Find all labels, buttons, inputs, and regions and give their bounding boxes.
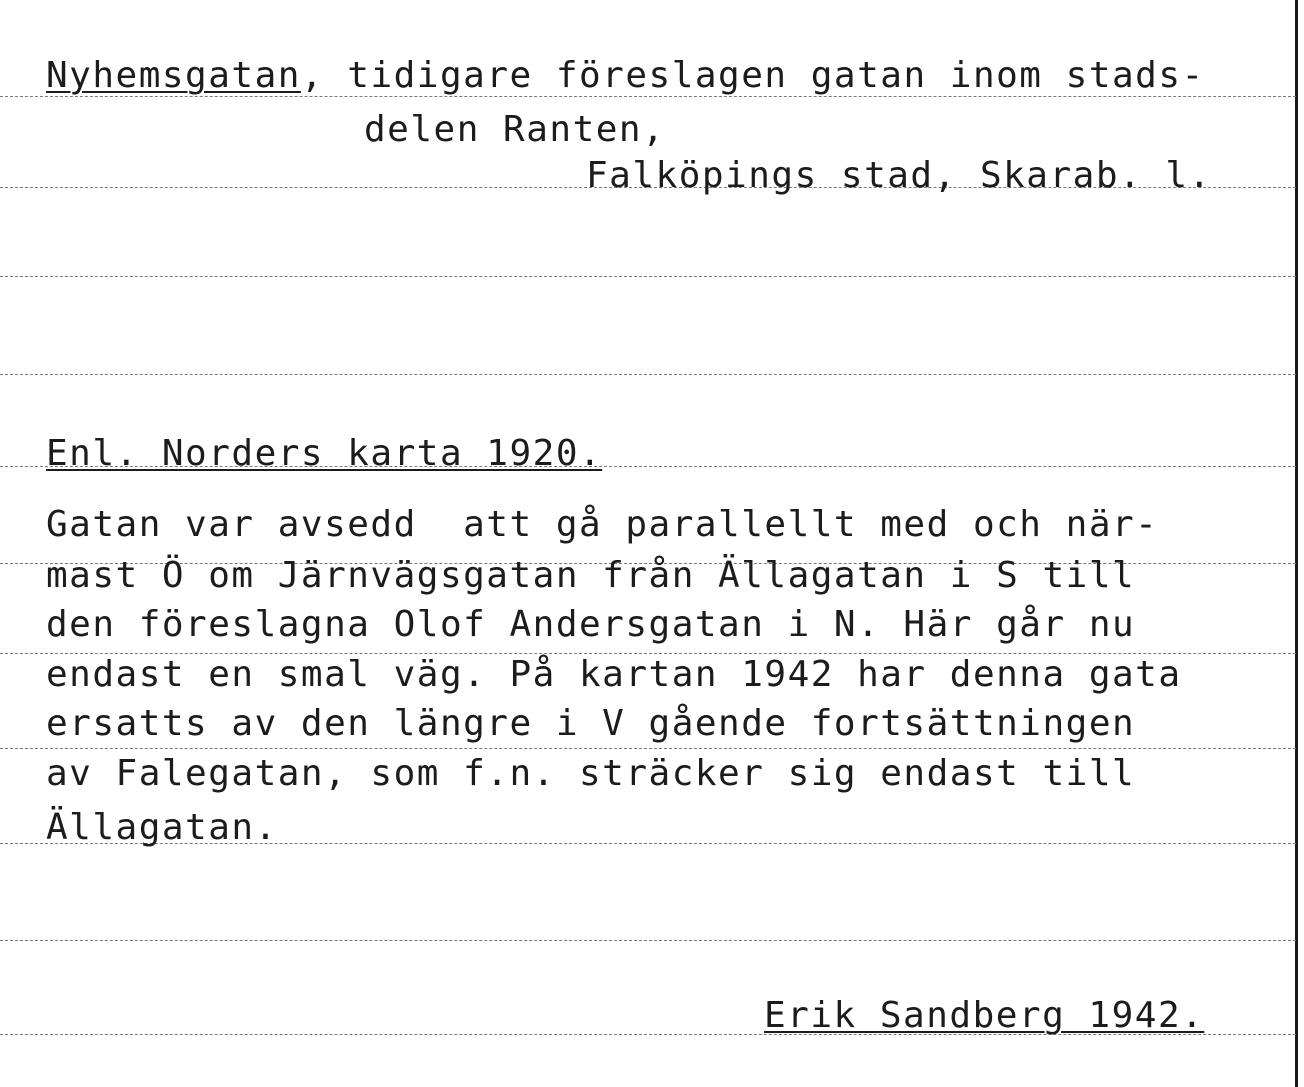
body-line: endast en smal väg. På kartan 1942 har denna gata [46, 654, 1182, 695]
body-line: mast Ö om Järnvägsgatan från Ällagatan i S till [46, 555, 1136, 596]
ruled-line [0, 374, 1296, 375]
ruled-line [0, 276, 1296, 277]
body-line: av Falegatan, som f.n. sträcker sig endast till [46, 753, 1136, 794]
card-right-border [1295, 0, 1298, 1087]
header-line-2: delen Ranten, [364, 109, 666, 150]
header-line-1 [46, 56, 1205, 96]
street-name: Nyhemsgatan [46, 55, 301, 96]
ruled-line [0, 748, 1296, 749]
body-line: den föreslagna Olof Andersgatan i N. Här går nu [46, 604, 1136, 645]
source-line: Enl. Norders karta 1920. [46, 433, 603, 474]
location-line: Falköpings stad, Skarab. l. [586, 155, 1212, 196]
body-line: Ällagatan. [46, 807, 278, 848]
signature: Erik Sandberg 1942. [764, 995, 1205, 1036]
ruled-line [0, 940, 1296, 941]
header-line-1-rest: , tidigare föreslagen gatan inom stads- [300, 55, 1205, 96]
body-line: Gatan var avsedd att gå parallellt med och när- [46, 504, 1159, 545]
ruled-line [0, 96, 1296, 97]
body-line: ersatts av den längre i V gående fortsättningen [46, 703, 1136, 744]
